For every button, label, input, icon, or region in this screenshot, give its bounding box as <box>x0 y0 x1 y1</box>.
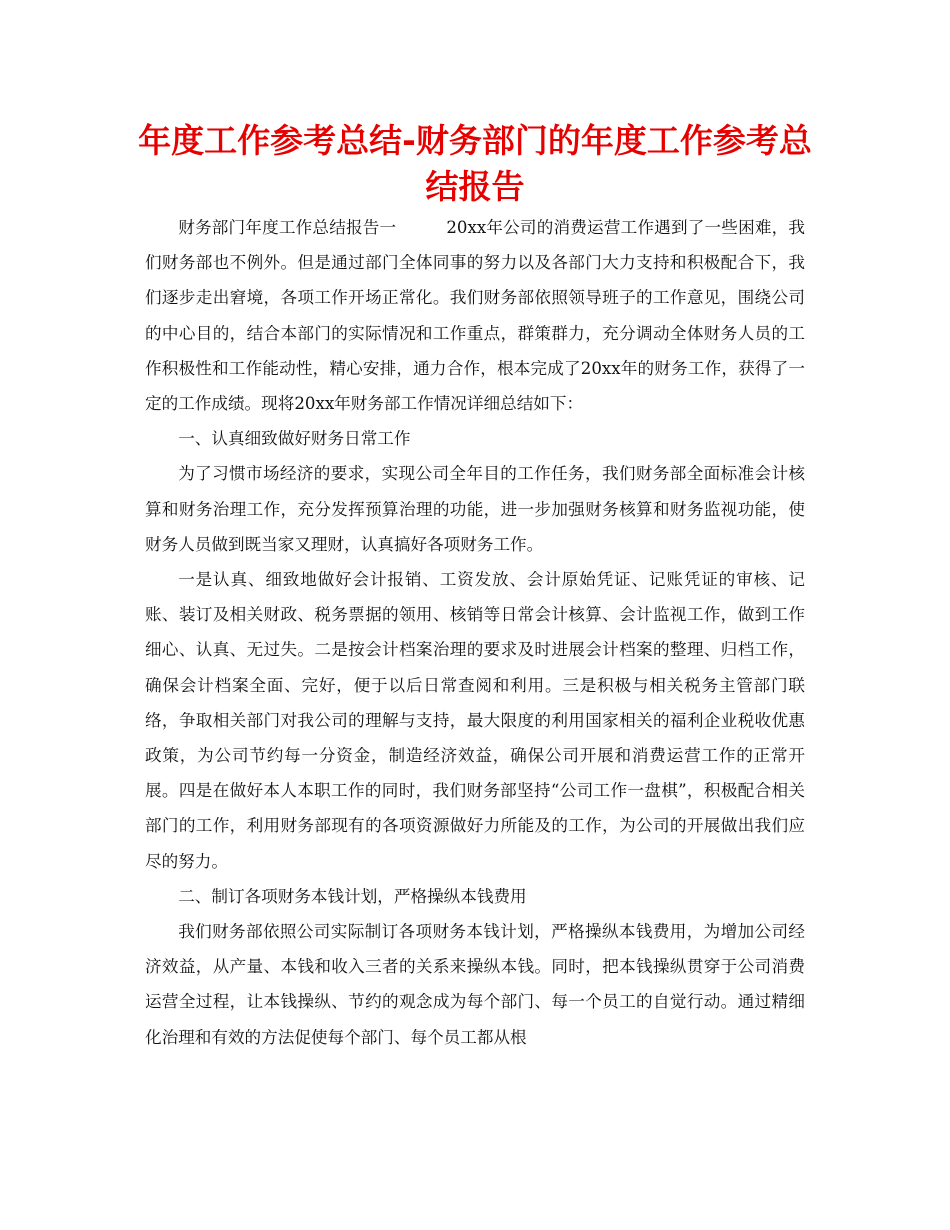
section1-paragraph-2: 一是认真、细致地做好会计报销、工资发放、会计原始凭证、记账凭证的审核、记账、装订及相关财政、税务票据的领用、核销等日常会计核算、会计监视工作，做到工作细心、认真、无过失。二是按会计档案治理的要求及时进展会计档案的整理、归档工作，确保会计档案全面、完好，便于以后日常查阅和利用。三是积极与相关税务主管部门联络，争取相关部门对我公司的理解与支持，最大限度的利用国家相关的福利企业税收优惠政策，为公司节约每一分资金，制造经济效益，确保公司开展和消费运营工作的正常开展。四是在做好本人本职工作的同时，我们财务部坚持“公司工作一盘棋”，积极配合相关部门的工作，利用财务部现有的各项资源做好力所能及的工作，为公司的开展做出我们应尽的努力。 <box>145 570 805 871</box>
document-title: 年度工作参考总结-财务部门的年度工作参考总结报告 <box>138 121 812 206</box>
intro-paragraph <box>145 210 805 421</box>
intro-label: 财务部门年度工作总结报告一 <box>178 218 397 237</box>
intro-text: 20xx年公司的消费运营工作遇到了一些困难，我们财务部也不例外。但是通过部门全体同事的努力以及各部门大力支持和积极配合下，我们逐步走出窘境，各项工作开场正常化。我们财务部依照领导班子的工作意见，围绕公司的中心目的，结合本部门的实际情况和工作重点，群策群力，充分调动全体财务人员的工作积极性和工作能动性，精心安排，通力合作，根本完成了20xx年的财务工作，获得了一定的工作成绩。现将20xx年财务部工作情况详细总结如下： <box>145 218 805 414</box>
section1-heading: 一、认真细致做好财务日常工作 <box>178 429 411 449</box>
section2-heading: 二、制订各项财务本钱计划，严格操纵本钱费用 <box>178 886 527 906</box>
document-page <box>138 118 812 1055</box>
document-body <box>145 210 805 1055</box>
section1-paragraph-1: 为了习惯市场经济的要求，实现公司全年目的工作任务，我们财务部全面标准会计核算和财务治理工作，充分发挥预算治理的功能，进一步加强财务核算和财务监视功能，使财务人员做到既当家又理财，认真搞好各项财务工作。 <box>145 464 805 554</box>
section2-paragraph-1: 我们财务部依照公司实际制订各项财务本钱计划，严格操纵本钱费用，为增加公司经济效益，从产量、本钱和收入三者的关系来操纵本钱。同时，把本钱操纵贯穿于公司消费运营全过程，让本钱操纵、节约的观念成为每个部门、每一个员工的自觉行动。通过精细化治理和有效的方法促使每个部门、每个员工都从根 <box>145 922 805 1047</box>
